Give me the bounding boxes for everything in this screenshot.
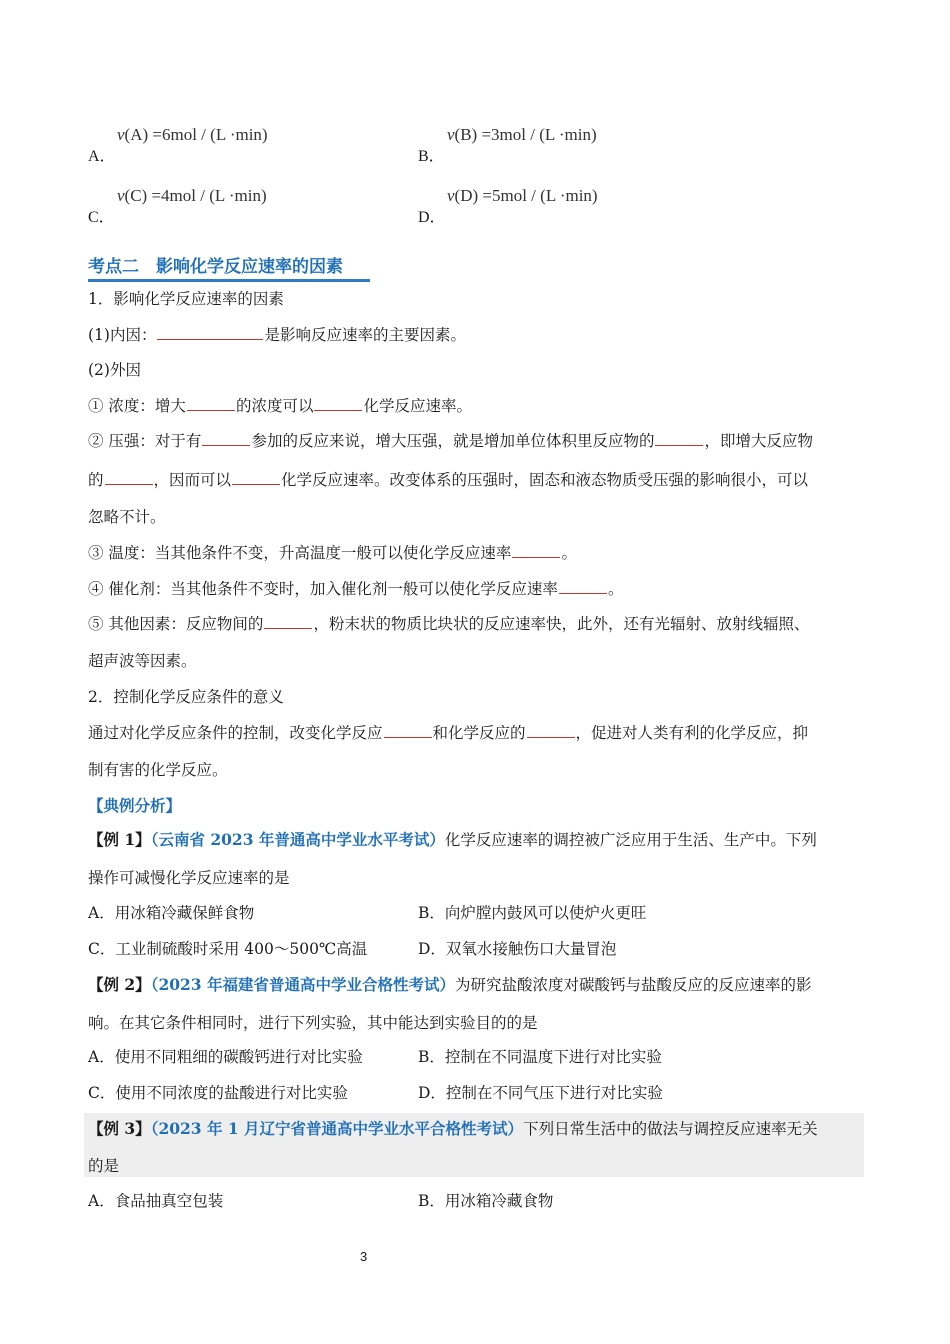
text: 化学反应速率的调控被广泛应用于生活、生产中。下列	[444, 831, 817, 849]
blank	[512, 541, 560, 558]
text: 是影响反应速率的主要因素。	[264, 326, 466, 344]
pressure-line-2	[88, 468, 808, 491]
text: 为研究盐酸浓度对碳酸钙与盐酸反应的反应速率的影	[454, 976, 812, 994]
text: ，粉末状的物质比块状的反应速率快，此外，还有光辐射、放射线辐照、	[313, 615, 810, 633]
example-source: （2023 年福建省普通高中学业合格性考试）	[150, 975, 455, 994]
example-1-option-d: D．双氧水接触伤口大量冒泡	[418, 940, 617, 958]
example-1-option-a: A．用冰箱冷藏保鲜食物	[88, 904, 255, 922]
example-1-stem	[88, 829, 817, 851]
temperature-line	[88, 541, 577, 564]
text: ，促进对人类有利的化学反应，抑	[575, 724, 809, 742]
blank	[559, 577, 607, 594]
blank	[105, 468, 153, 485]
analysis-title: 【典例分析】	[88, 796, 182, 815]
option-a-letter: A．	[88, 148, 116, 165]
option-a-formula	[117, 125, 268, 145]
other-factors-line-2: 超声波等因素。	[88, 652, 197, 670]
outer-cause-heading: (2)外因	[88, 361, 141, 379]
rate-var: v	[447, 125, 455, 144]
example-1-stem-2: 操作可减慢化学反应速率的是	[88, 869, 290, 887]
example-tag: 【例 3】	[88, 1119, 151, 1138]
option-b-formula	[447, 125, 597, 145]
concentration-line	[88, 394, 472, 417]
rate-var: v	[117, 125, 125, 144]
text: 的浓度可以	[235, 397, 314, 415]
formula-text: (A) =6mol / (L ·min)	[124, 125, 268, 144]
example-tag: 【例 2】	[88, 975, 151, 994]
example-3-stem-2: 的是	[88, 1157, 120, 1175]
blank	[264, 612, 312, 629]
text: 化学反应速率。改变体系的压强时，固态和液态物质受压强的影响很小，可以	[281, 471, 809, 489]
blank	[187, 394, 235, 411]
text: ② 压强：对于有	[88, 432, 202, 450]
example-3-option-b: B．用冰箱冷藏食物	[418, 1192, 554, 1210]
control-line-1	[88, 721, 808, 744]
example-2-option-c: C．使用不同浓度的盐酸进行对比实验	[88, 1084, 348, 1102]
blank	[314, 394, 362, 411]
control-heading: 2．控制化学反应条件的意义	[88, 688, 284, 706]
text: 的	[88, 471, 104, 489]
section-underline	[88, 279, 370, 282]
example-source: （2023 年 1 月辽宁省普通高中学业水平合格性考试）	[150, 1119, 524, 1138]
blank	[202, 429, 250, 446]
text: ③ 温度：当其他条件不变，升高温度一般可以使化学反应速率	[88, 544, 512, 562]
rate-var: v	[117, 186, 125, 205]
example-1-option-c: C．工业制硫酸时采用 400～500℃高温	[88, 940, 368, 958]
formula-text: (B) =3mol / (L ·min)	[454, 125, 597, 144]
text: ④ 催化剂：当其他条件不变时，加入催化剂一般可以使化学反应速率	[88, 580, 558, 598]
factors-heading: 1．影响化学反应速率的因素	[88, 290, 284, 308]
example-2-option-b: B．控制在不同温度下进行对比实验	[418, 1048, 662, 1066]
text: (1)内因：	[88, 326, 157, 344]
text: ① 浓度：增大	[88, 397, 186, 415]
example-2-stem	[88, 974, 812, 996]
blank	[655, 429, 703, 446]
option-c-letter: C．	[88, 209, 115, 226]
inner-cause-line	[88, 323, 466, 346]
blank	[232, 468, 280, 485]
option-d-letter: D．	[418, 209, 446, 226]
blank	[527, 721, 575, 738]
formula-text: (C) =4mol / (L ·min)	[124, 186, 267, 205]
text: 。	[561, 544, 577, 562]
catalyst-line	[88, 577, 623, 600]
text: ，因而可以	[153, 471, 232, 489]
pressure-line-3: 忽略不计。	[88, 508, 166, 526]
rate-var: v	[447, 186, 455, 205]
example-3-stem	[88, 1118, 818, 1140]
example-2-stem-2: 响。在其它条件相同时，进行下列实验，其中能达到实验目的的是	[88, 1014, 538, 1032]
example-1-option-b: B．向炉膛内鼓风可以使炉火更旺	[418, 904, 647, 922]
text: 通过对化学反应条件的控制，改变化学反应	[88, 724, 383, 742]
blank	[384, 721, 432, 738]
option-c-formula	[117, 186, 267, 206]
other-factors-line-1	[88, 612, 809, 635]
text: 。	[607, 580, 624, 598]
page-number: 3	[360, 1249, 368, 1264]
example-tag: 【例 1】	[88, 830, 151, 849]
example-2-option-a: A．使用不同粗细的碳酸钙进行对比实验	[88, 1048, 363, 1066]
section-title: 考点二 影响化学反应速率的因素	[88, 257, 343, 277]
example-2-option-d: D．控制在不同气压下进行对比实验	[418, 1084, 663, 1102]
control-line-2: 制有害的化学反应。	[88, 761, 228, 779]
text: 和化学反应的	[432, 724, 526, 742]
text: 化学反应速率。	[363, 397, 472, 415]
text: ，即增大反应物	[704, 432, 813, 450]
option-b-letter: B．	[418, 148, 445, 165]
formula-text: (D) =5mol / (L ·min)	[454, 186, 598, 205]
option-d-formula	[447, 186, 598, 206]
example-source: （云南省 2023 年普通高中学业水平考试）	[150, 830, 445, 849]
text: 下列日常生活中的做法与调控反应速率无关	[523, 1120, 818, 1138]
text: ⑤ 其他因素：反应物间的	[88, 615, 264, 633]
text: 参加的反应来说，增大压强，就是增加单位体积里反应物的	[251, 432, 655, 450]
pressure-line-1	[88, 429, 813, 452]
example-3-option-a: A．食品抽真空包装	[88, 1192, 224, 1210]
blank	[157, 323, 263, 340]
